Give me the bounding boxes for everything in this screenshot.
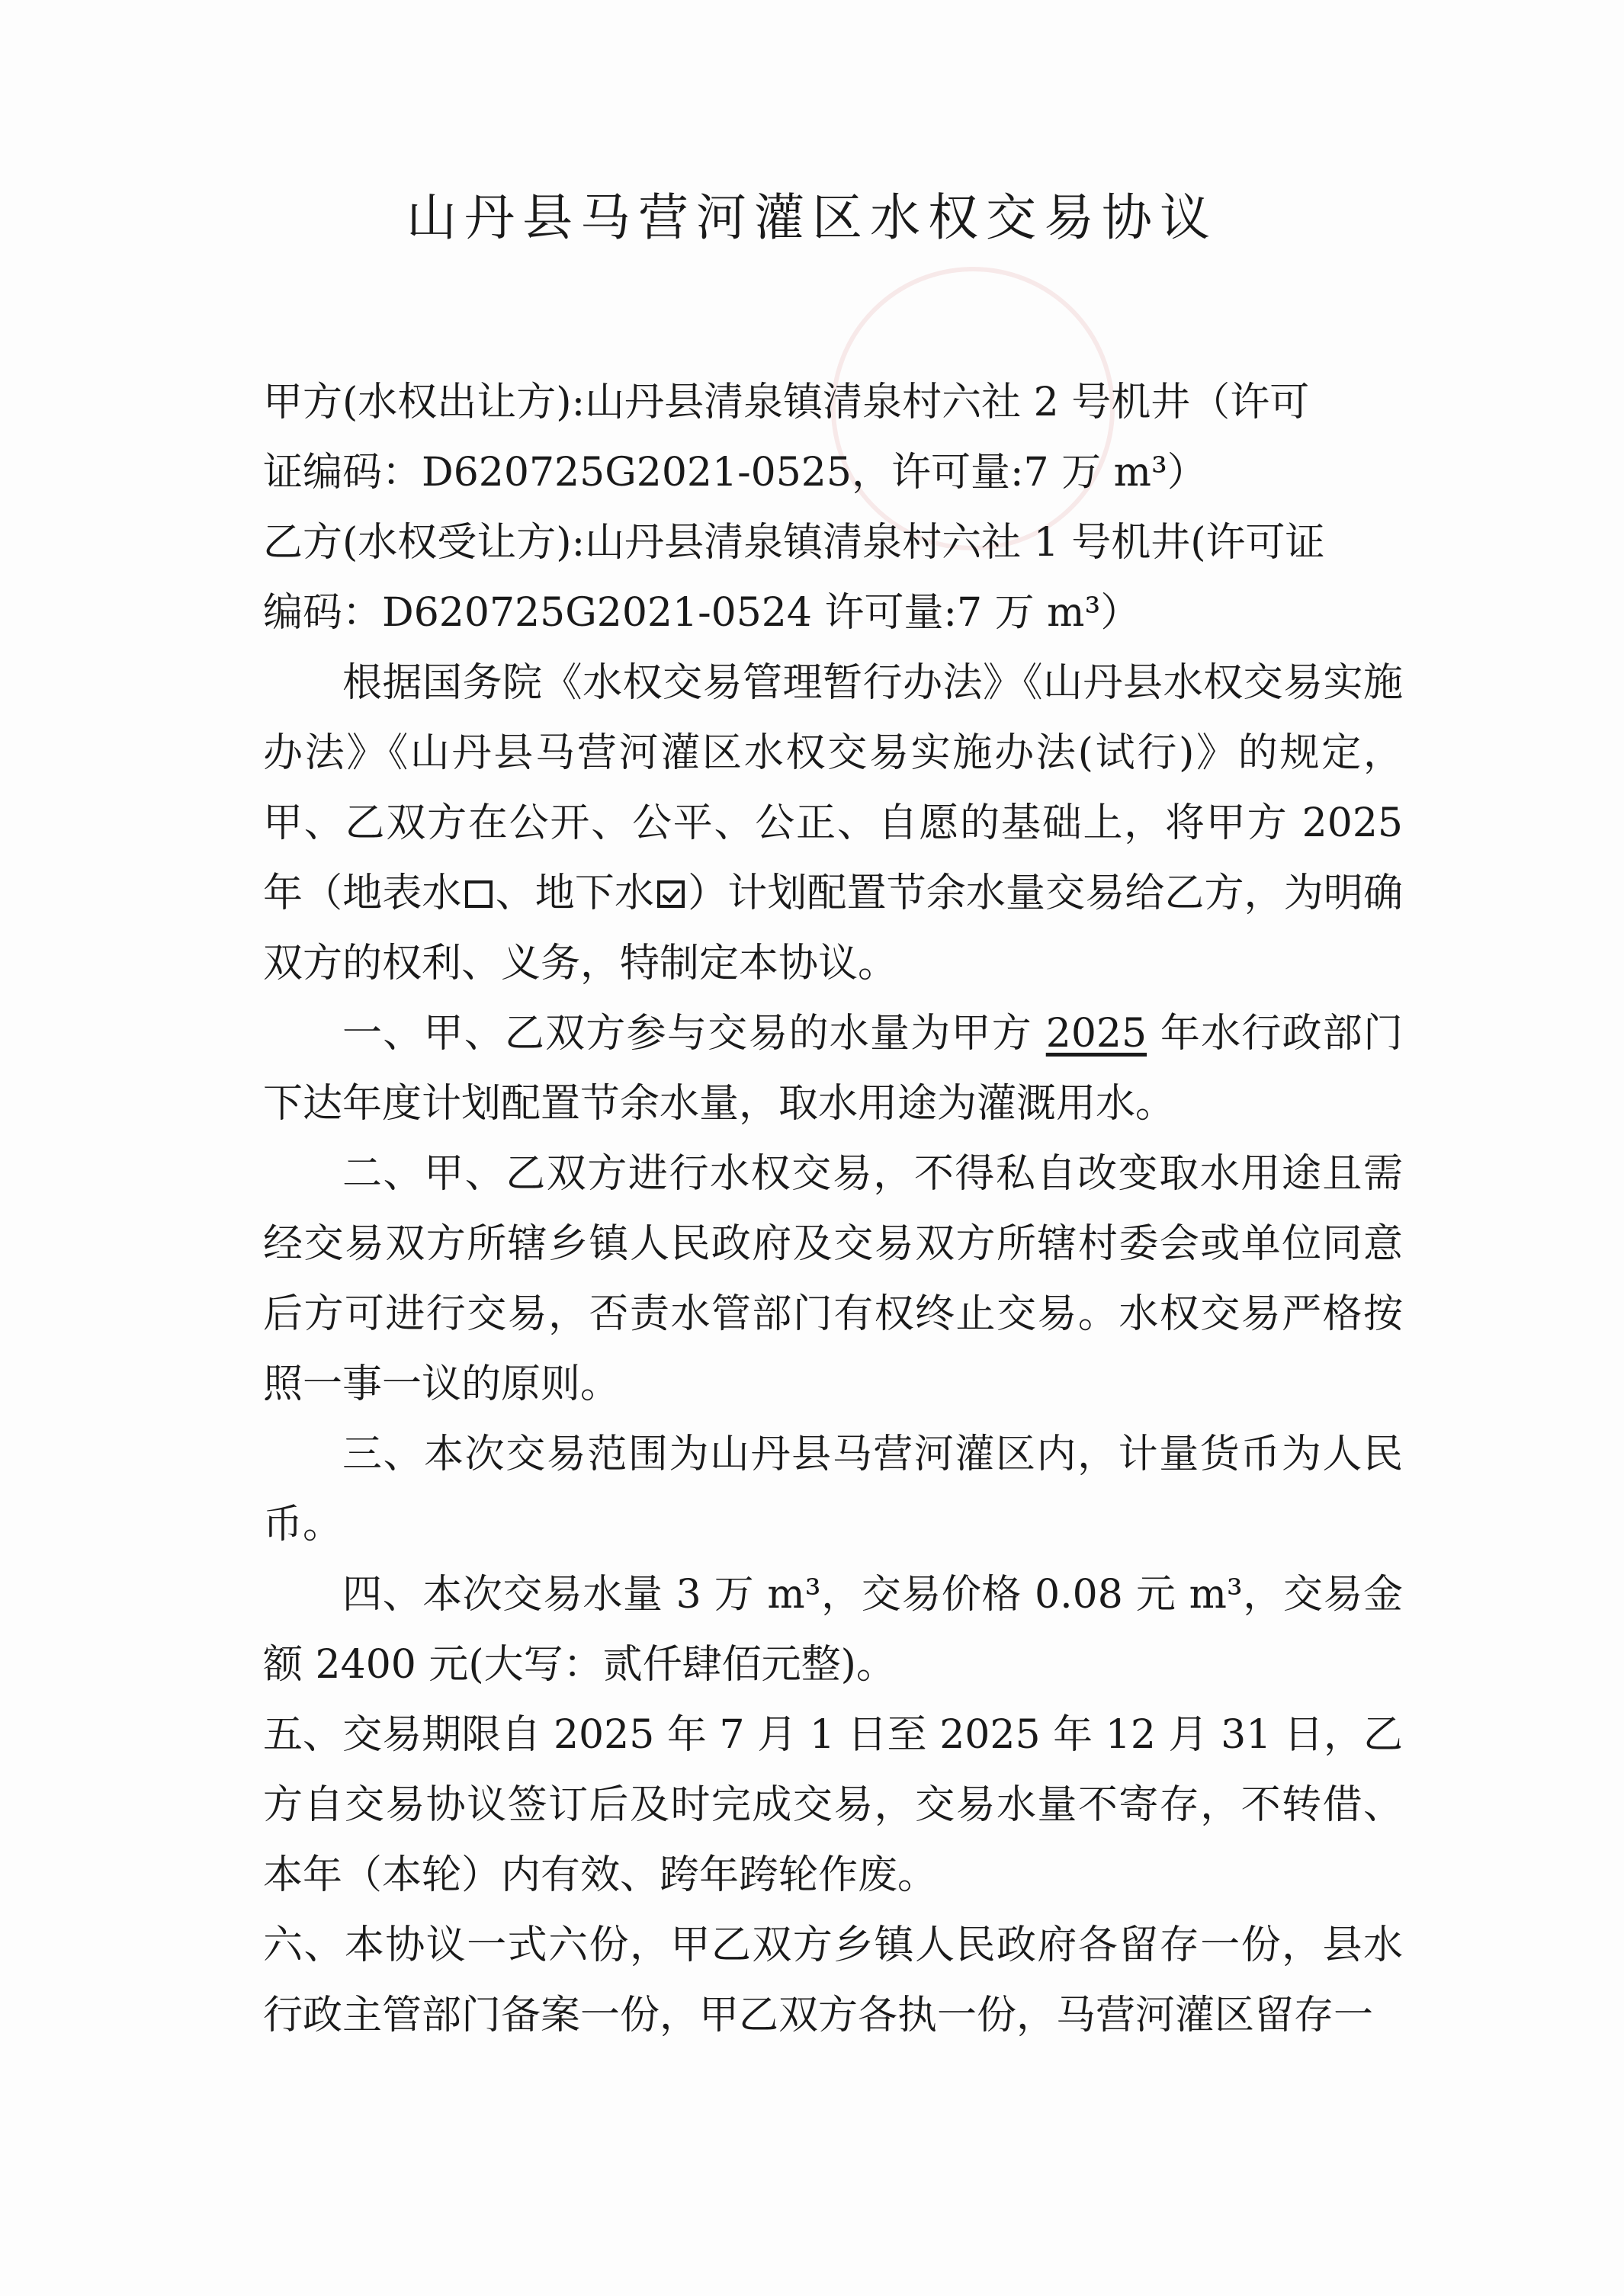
document-title: 山丹县马营河灌区水权交易协议 — [406, 188, 1218, 247]
clause-3: 三、本次交易范围为山丹县马营河灌区内，计量货币为人民币。 — [263, 1432, 1403, 1547]
clause-1-after: 年水行政部门下达年度计划配置节余水量，取水用途为灌溉用水。 — [263, 1011, 1404, 1127]
party-a-line2: 证编码：D620725G2021-0525，许可量:7 万 m³） — [263, 450, 1207, 495]
clause-2: 二、甲、乙双方进行水权交易，不得私自改变取水用途且需经交易双方所辖乡镇人民政府及交易双方所辖村委会或单位同意后方可进行交易，否责水管部门有权终止交易。水权交易严格按照一事一议的原则。 — [263, 1151, 1403, 1407]
clause-1-before: 一、甲、乙双方参与交易的水量为甲方 — [342, 1011, 1046, 1057]
preamble-part1: 根据国务院《水权交易管理暂行办法》《山丹县水权交易实施办法》《山丹县马营河灌区水权交易实施办法(试行)》的规定，甲、乙双方在公开、公平、公正、自愿的基础上，将甲方 2025 年（地表水 — [263, 660, 1403, 916]
document-body — [263, 367, 1403, 2051]
clause-1-year: 2025 — [1045, 1011, 1147, 1057]
clause-5: 五、交易期限自 2025 年 7 月 1 日至 2025 年 12 月 31 日，乙方自交易协议签订后及时完成交易，交易水量不寄存，不转借、本年（本轮）内有效、跨年跨轮作废。 — [263, 1712, 1403, 1898]
clause-4: 四、本次交易水量 3 万 m³，交易价格 0.08 元 m³，交易金额 2400 元(大写：贰仟肆佰元整)。 — [263, 1572, 1403, 1688]
surface-water-checkbox — [465, 880, 493, 908]
party-b-line2: 编码：D620725G2021-0524 许可量:7 万 m³） — [263, 590, 1141, 636]
groundwater-checkbox — [657, 880, 685, 908]
preamble-part3: ）计划配置节余水量交易给乙方，为明确双方的权利、义务，特制定本协议。 — [263, 871, 1403, 986]
preamble-part2: 、地下水 — [495, 871, 655, 916]
party-a-line1: 甲方(水权出让方):山丹县清泉镇清泉村六社 2 号机井（许可 — [263, 380, 1310, 425]
preamble-paragraph — [263, 648, 1403, 999]
clause-6: 六、本协议一式六份，甲乙双方乡镇人民政府各留存一份，县水行政主管部门备案一份，甲乙双方各执一份，马营河灌区留存一 — [263, 1922, 1403, 2038]
clause-1 — [263, 999, 1403, 1139]
party-b-line1: 乙方(水权受让方):山丹县清泉镇清泉村六社 1 号机井(许可证 — [263, 520, 1325, 566]
